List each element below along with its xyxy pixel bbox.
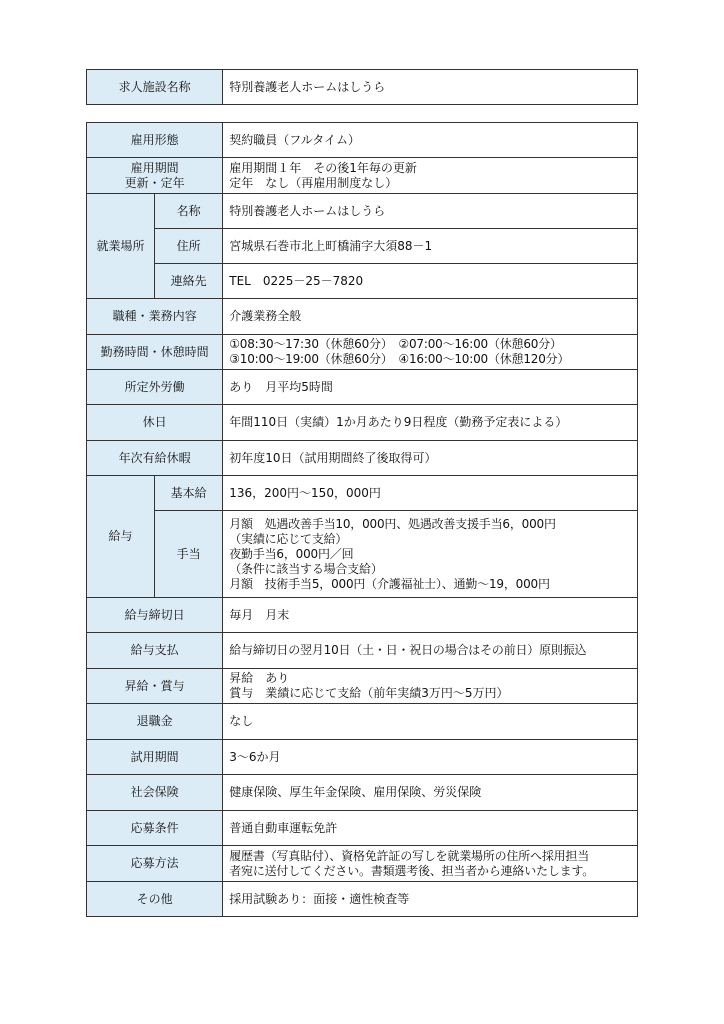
row-workplace-name xyxy=(87,194,638,229)
workplace-address-value: 宮城県石巻市北上町橋浦字大須88－1 xyxy=(223,229,638,264)
application-value xyxy=(223,846,638,882)
row-workplace-address xyxy=(87,229,638,264)
insurance-label: 社会保険 xyxy=(87,775,223,811)
row-employment-type xyxy=(87,123,638,158)
row-retirement-pay xyxy=(87,704,638,740)
facility-table xyxy=(86,69,638,105)
salary-label: 給与 xyxy=(87,476,155,598)
row-cutoff xyxy=(87,598,638,633)
row-workplace-contact xyxy=(87,264,638,299)
salary-base-value: 136，200円～150，000円 xyxy=(223,476,638,511)
payment-label: 給与支払 xyxy=(87,633,223,669)
cutoff-label: 給与締切日 xyxy=(87,598,223,633)
period-label-line1: 雇用期間 xyxy=(130,160,179,175)
raise-label: 昇給・賞与 xyxy=(87,669,223,704)
workplace-contact-value: TEL 0225－25－7820 xyxy=(223,264,638,299)
workplace-label: 就業場所 xyxy=(87,194,155,299)
paid-leave-label: 年次有給休暇 xyxy=(87,441,223,476)
row-holidays xyxy=(87,405,638,441)
allowance-line: 夜勤手当6，000円／回 xyxy=(229,546,354,561)
row-application xyxy=(87,846,638,882)
holidays-label: 休日 xyxy=(87,405,223,441)
retirement-pay-label: 退職金 xyxy=(87,704,223,740)
period-value-line1: 雇用期間１年 その後1年毎の更新 xyxy=(229,160,417,175)
other-value: 採用試験あり：面接・適性検査等 xyxy=(223,882,638,917)
row-period xyxy=(87,158,638,194)
hours-value xyxy=(223,335,638,370)
insurance-value: 健康保険、厚生年金保険、雇用保険、労災保険 xyxy=(223,775,638,811)
raise-value xyxy=(223,669,638,704)
row-requirements xyxy=(87,811,638,846)
allowance-line: （実績に応じて支給） xyxy=(229,531,348,546)
allowance-line: （条件に該当する場合支給） xyxy=(229,561,383,576)
salary-base-label: 基本給 xyxy=(155,476,223,511)
period-label-line2: 更新・定年 xyxy=(124,175,185,190)
other-label: その他 xyxy=(87,882,223,917)
row-overtime xyxy=(87,370,638,405)
job-content-label: 職種・業務内容 xyxy=(87,299,223,335)
row-trial xyxy=(87,740,638,775)
trial-value: 3～6か月 xyxy=(223,740,638,775)
paid-leave-value: 初年度10日（試用期間終了後取得可） xyxy=(223,441,638,476)
period-label xyxy=(87,158,223,194)
workplace-contact-label: 連絡先 xyxy=(155,264,223,299)
hours-line2: ③10:00～19:00（休憩60分） ④16:00～10:00（休憩120分） xyxy=(229,352,570,366)
workplace-name-value: 特別養護老人ホームはしうら xyxy=(223,194,638,229)
row-other xyxy=(87,882,638,917)
job-details-table xyxy=(86,122,638,917)
workplace-address-label: 住所 xyxy=(155,229,223,264)
salary-allowance-value xyxy=(223,511,638,598)
facility-label: 求人施設名称 xyxy=(87,70,223,105)
row-salary-allowance xyxy=(87,511,638,598)
application-line2: 者宛に送付してください。書類選考後、担当者から連絡いたします。 xyxy=(229,863,595,878)
job-content-value: 介護業務全般 xyxy=(223,299,638,335)
overtime-label: 所定外労働 xyxy=(87,370,223,405)
workplace-name-label: 名称 xyxy=(155,194,223,229)
row-job-content xyxy=(87,299,638,335)
hours-label: 勤務時間・休憩時間 xyxy=(87,335,223,370)
hours-line1: ①08:30～17:30（休憩60分） ②07:00～16:00（休憩60分） xyxy=(229,337,562,351)
holidays-value: 年間110日（実績）1か月あたり9日程度（勤務予定表による） xyxy=(223,405,638,441)
row-salary-base xyxy=(87,476,638,511)
row-insurance xyxy=(87,775,638,811)
row-payment xyxy=(87,633,638,669)
allowance-line: 月額 処遇改善手当10，000円、処遇改善支援手当6，000円 xyxy=(229,516,556,531)
raise-line1: 昇給 あり xyxy=(229,671,290,685)
row-paid-leave xyxy=(87,441,638,476)
row-raise xyxy=(87,669,638,704)
requirements-value: 普通自動車運転免許 xyxy=(223,811,638,846)
employment-type-label: 雇用形態 xyxy=(87,123,223,158)
payment-value: 給与締切日の翌月10日（土・日・祝日の場合はその前日）原則振込 xyxy=(223,633,638,669)
row-hours xyxy=(87,335,638,370)
application-line1: 履歴書（写真貼付）、資格免許証の写しを就業場所の住所へ採用担当 xyxy=(229,848,590,863)
salary-allowance-label: 手当 xyxy=(155,511,223,598)
facility-value: 特別養護老人ホームはしうら xyxy=(223,70,638,105)
raise-line2: 賞与 業績に応じて支給（前年実績3万円～5万円） xyxy=(229,686,509,700)
employment-type-value: 契約職員（フルタイム） xyxy=(223,123,638,158)
application-label: 応募方法 xyxy=(87,846,223,882)
retirement-pay-value: なし xyxy=(223,704,638,740)
requirements-label: 応募条件 xyxy=(87,811,223,846)
trial-label: 試用期間 xyxy=(87,740,223,775)
period-value xyxy=(223,158,638,194)
allowance-line: 月額 技術手当5，000円（介護福祉士）、通勤～19，000円 xyxy=(229,576,550,591)
cutoff-value: 毎月 月末 xyxy=(223,598,638,633)
period-value-line2: 定年 なし（再雇用制度なし） xyxy=(229,175,398,190)
overtime-value: あり 月平均5時間 xyxy=(223,370,638,405)
